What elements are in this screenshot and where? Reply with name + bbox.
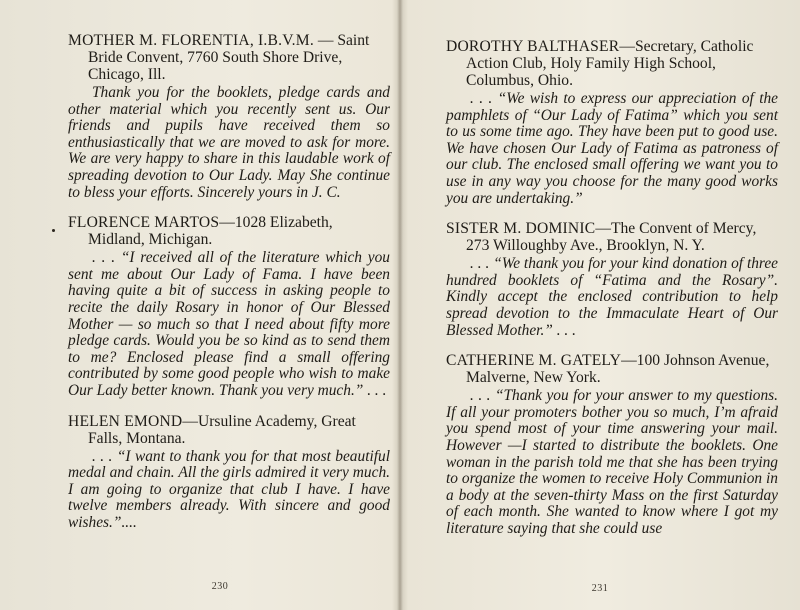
entry-address: —1028 Elizabeth, Midland, Michigan. xyxy=(88,214,333,249)
entry-heading xyxy=(68,214,390,248)
entry-author: FLORENCE MARTOS xyxy=(68,214,220,232)
letter-entry xyxy=(446,352,778,537)
entry-heading xyxy=(446,352,778,386)
entry-body: . . . “We wish to express our appreciation of the pamphlets of “Our Lady of Fatima” which you sent to us some time ago. They have been put to good use. We have chosen Our Lady of Fatima as patroness of our club. The enclosed small offering we want you to use in any way you choose for the many good works you are undertaking.” xyxy=(446,90,778,207)
entry-address: — Saint Bride Convent, 7760 South Shore Drive, Chicago, Ill. xyxy=(88,32,370,83)
entry-address: —Ursuline Academy, Great Falls, Montana. xyxy=(88,412,356,447)
entry-body: Thank you for the booklets, pledge cards and other material which you recently sent us. Our friends and pupils have received them so enthusiastically that we are moved to ask for more. We are very happy to share in this laudable work of spreading devotion to Our Lady. May She continue to bless your efforts. Sincerely yours in J. C. xyxy=(68,84,390,201)
entry-body: . . . “I want to thank you for that most beautiful medal and chain. All the girls admired it very much. I am going to organize that club I have. I have twelve members already. With sincere and good wishes.”.... xyxy=(68,447,390,531)
letter-entry xyxy=(68,214,390,399)
entry-author: MOTHER M. FLORENTIA, I.B.V.M. xyxy=(68,32,314,49)
right-page xyxy=(400,0,800,610)
entry-body: . . . “We thank you for your kind donation of three hundred booklets of “Fatima and the Rosary”. Kindly accept the enclosed contribution to help spread devotion to the Immaculate Heart of Our Blessed Mother.” . . . xyxy=(446,255,778,339)
paper-speck xyxy=(52,229,55,232)
letter-entry xyxy=(68,413,390,532)
letter-entry xyxy=(68,32,390,201)
entry-body: . . . “I received all of the literature which you sent me about Our Lady of Fama. I have been having quite a bit of success in asking people to recite the daily Rosary in honor of Our Blessed Mother — so much so that I need about fifty more pledge cards. Would you be so kind as to send them to me? Enclosed please find a small offering contributed by some good people who wish to make Our Lady better known. Thank you very much.” . . . xyxy=(68,249,390,399)
entry-heading xyxy=(68,32,390,83)
page-number: 230 xyxy=(211,581,229,592)
letter-entry xyxy=(446,38,778,207)
entry-heading xyxy=(446,220,778,254)
entry-heading xyxy=(68,413,390,447)
page-number: 231 xyxy=(591,583,609,594)
entry-author: HELEN EMOND xyxy=(68,412,183,430)
entry-author: DOROTHY BALTHASER xyxy=(446,38,620,55)
entry-address: —The Convent of Mercy, 273 Willoughby Ave., Brooklyn, N. Y. xyxy=(466,220,757,255)
entry-heading xyxy=(446,38,778,89)
entry-author: SISTER M. DOMINIC xyxy=(446,220,596,238)
entry-body: . . . “Thank you for your answer to my questions. If all your promoters bother you so much, I’m afraid you spend most of your time answering your mail. However —I started to distribute the booklets. One woman in the parish told me that she has been trying to organize the women to receive Holy Communion in a body at the seven-thirty Mass on the first Saturday of each month. She wanted to know where I got my literature saying that she could use xyxy=(446,387,778,537)
entry-address: —Secretary, Catholic Action Club, Holy Family High School, Columbus, Ohio. xyxy=(466,38,754,89)
entry-author: CATHERINE M. GATELY xyxy=(446,352,622,370)
entry-address: —100 Johnson Avenue, Malverne, New York. xyxy=(466,352,770,387)
letter-entry xyxy=(446,220,778,339)
